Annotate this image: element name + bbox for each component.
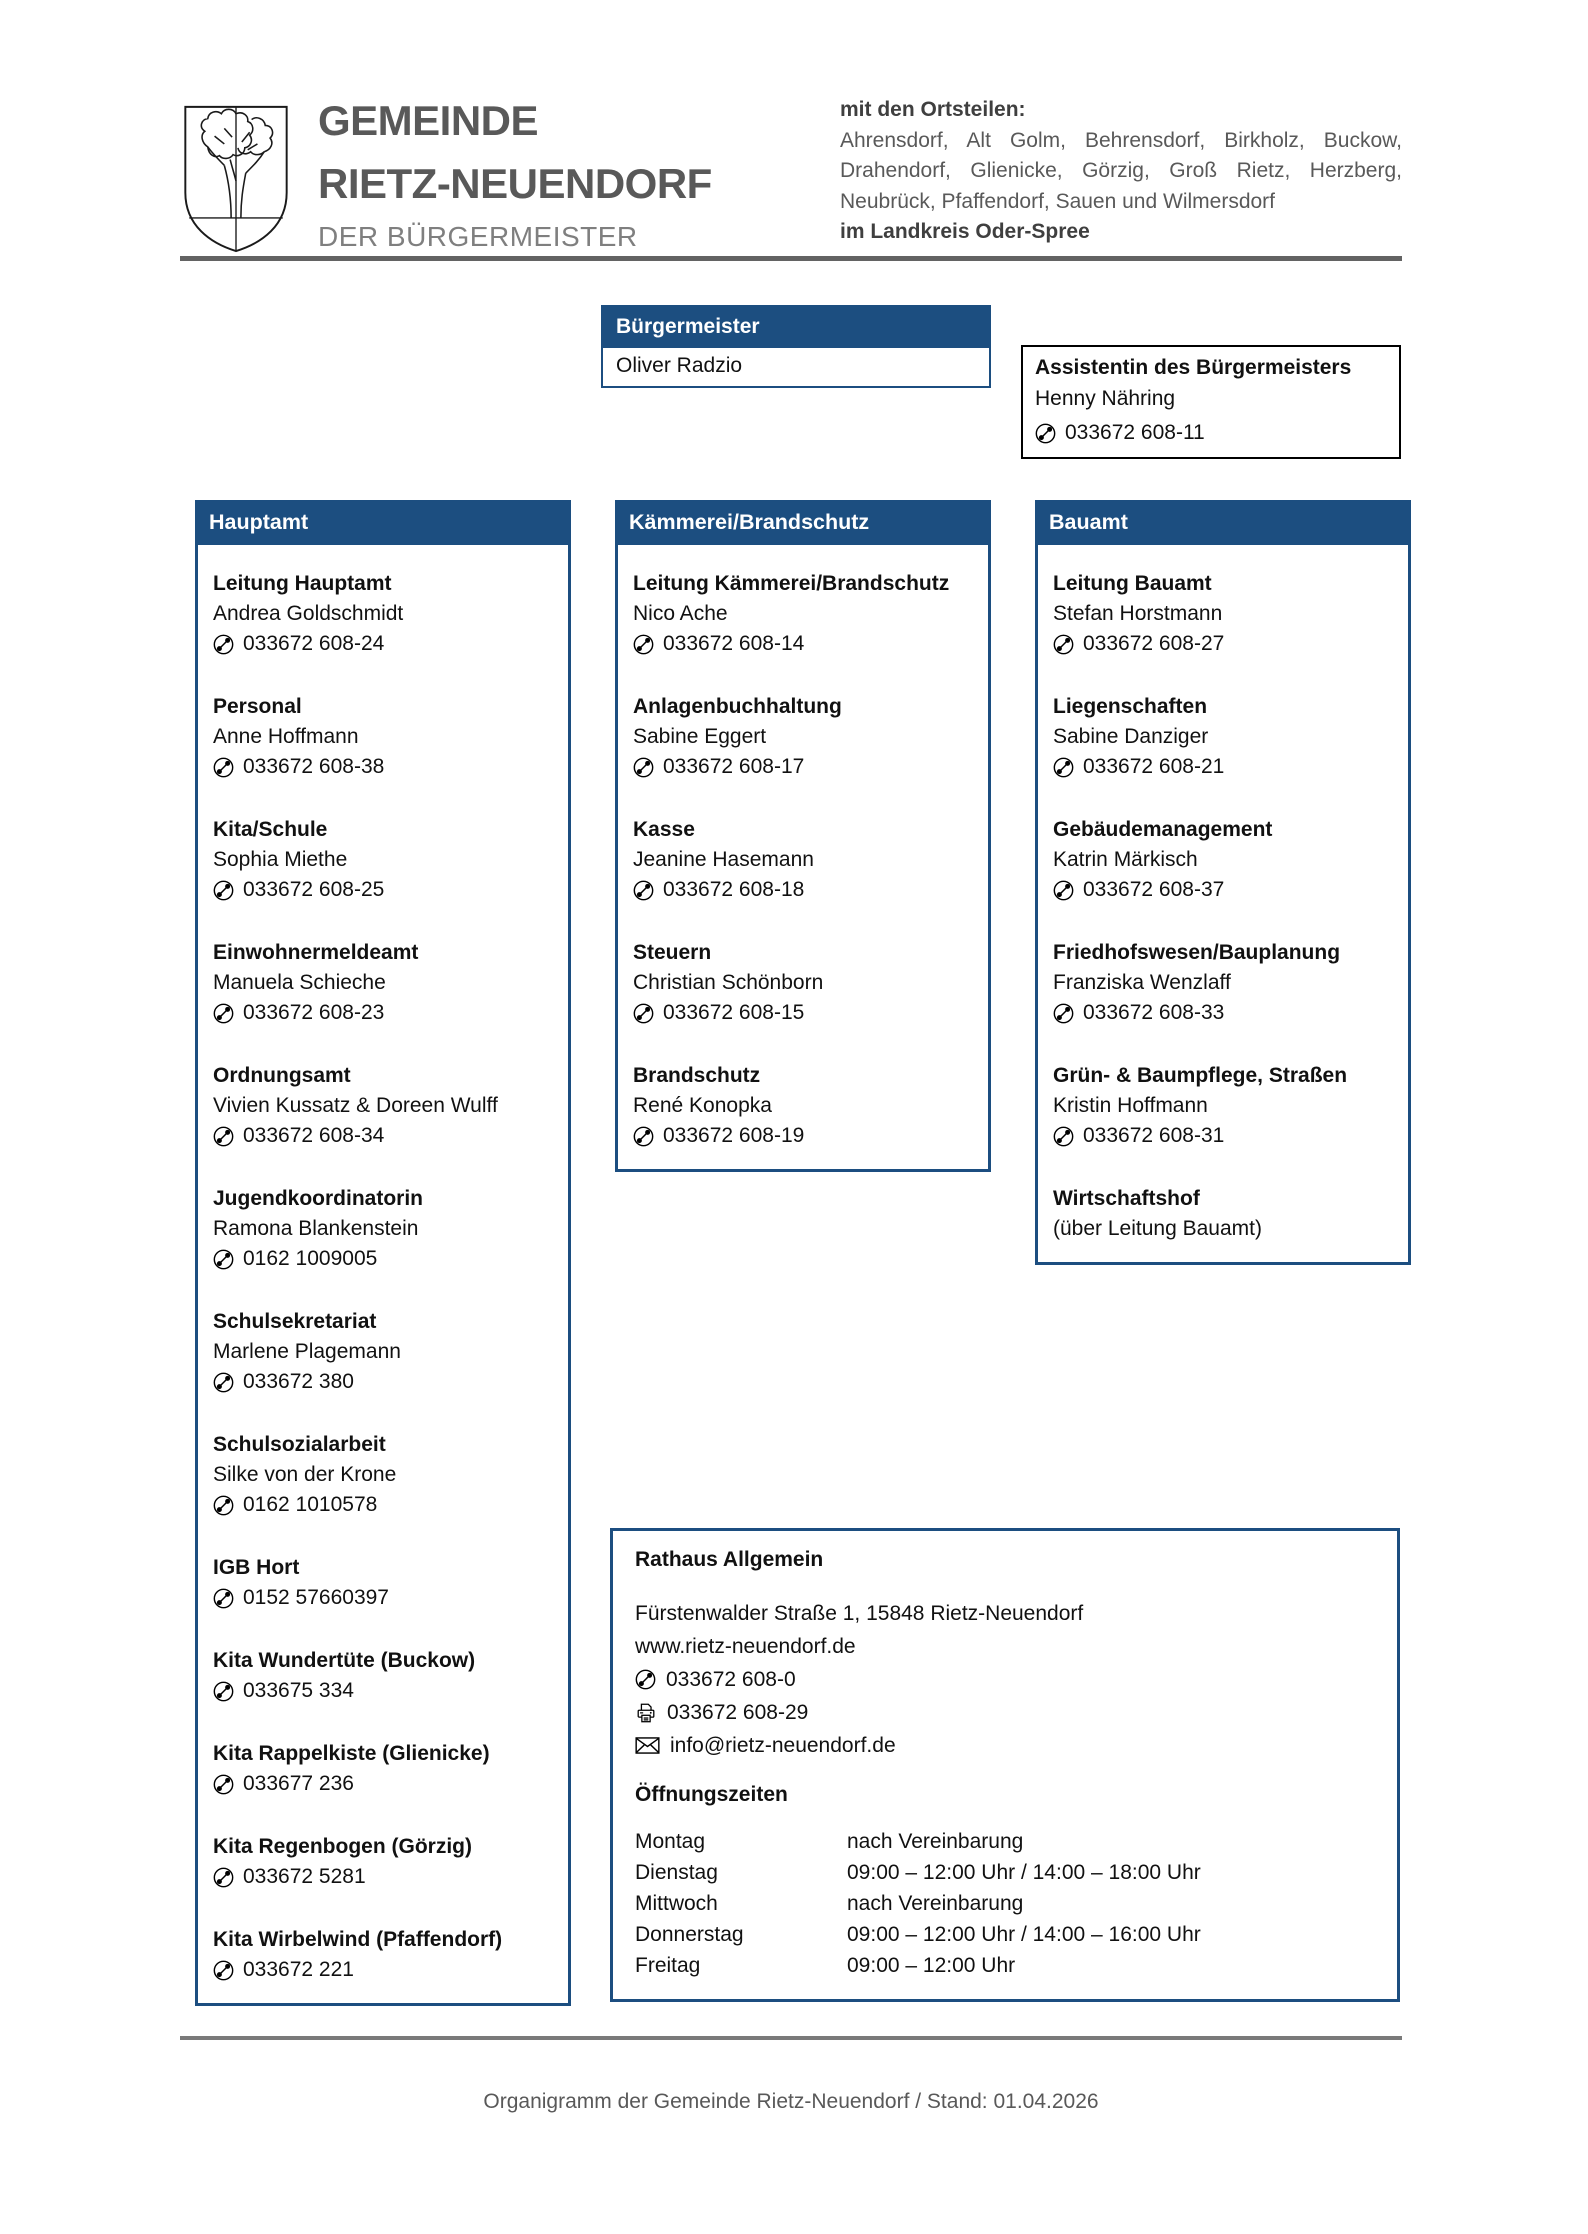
mail-icon (635, 1737, 660, 1754)
town-hall-address: Fürstenwalder Straße 1, 15848 Rietz-Neuendorf (635, 1602, 1084, 1625)
person-name: Sophia Miethe (213, 848, 348, 871)
department-title: Brandschutz (633, 1064, 761, 1087)
opening-hours-time: 09:00 – 12:00 Uhr (847, 1954, 1016, 1977)
person-name: Andrea Goldschmidt (213, 602, 404, 625)
opening-hours-row (635, 1888, 1375, 1919)
department-title: Steuern (633, 941, 712, 964)
opening-hours-row (635, 1950, 1375, 1981)
phone-number: 033672 608-38 (243, 755, 385, 778)
phone-number: 033672 608-15 (663, 1001, 805, 1024)
department-title: Wirtschaftshof (1053, 1187, 1200, 1210)
municipal-coat-of-arms-logo (178, 103, 294, 255)
department-title: Einwohnermeldeamt (213, 941, 419, 964)
column-body (615, 545, 991, 1172)
department-entry (213, 1832, 553, 1892)
column-title: Kämmerei/Brandschutz (629, 510, 870, 534)
department-entry (213, 692, 553, 782)
department-title: Liegenschaften (1053, 695, 1208, 718)
department-title: Leitung Kämmerei/Brandschutz (633, 572, 950, 595)
phone-number: 033672 380 (243, 1370, 354, 1393)
department-title: Leitung Bauamt (1053, 572, 1212, 595)
phone-icon (213, 1588, 234, 1609)
phone-icon (633, 1003, 654, 1024)
column-body (1035, 545, 1411, 1265)
mayor-box-title: Bürgermeister (616, 315, 760, 338)
column-header (615, 500, 991, 545)
person-name: Silke von der Krone (213, 1463, 397, 1486)
person-name: Christian Schönborn (633, 971, 824, 994)
phone-icon (213, 757, 234, 778)
coat-of-arms-oak-tree-icon (178, 103, 294, 255)
department-title: IGB Hort (213, 1556, 300, 1579)
department-entry (633, 1061, 973, 1151)
department-entry (213, 1925, 553, 1985)
phone-row (213, 1769, 553, 1799)
phone-number: 033672 5281 (243, 1865, 366, 1888)
department-entry (213, 1553, 553, 1613)
opening-hours-time: nach Vereinbarung (847, 1892, 1024, 1915)
department-title: Kita Wundertüte (Buckow) (213, 1649, 476, 1672)
opening-hours-day: Mittwoch (635, 1892, 718, 1915)
phone-number: 033672 221 (243, 1958, 354, 1981)
phone-icon (1053, 1003, 1074, 1024)
phone-number: 033672 608-17 (663, 755, 805, 778)
districts-label: mit den Ortsteilen: (840, 98, 1026, 121)
assistant-phone-row (1035, 418, 1387, 448)
opening-hours-day: Dienstag (635, 1861, 718, 1884)
person-name: Sabine Eggert (633, 725, 767, 748)
phone-row (213, 1583, 553, 1613)
phone-number: 0162 1010578 (243, 1493, 378, 1516)
town-hall-fax-number: 033672 608-29 (667, 1701, 809, 1724)
department-entry (213, 1430, 553, 1520)
department-title: Ordnungsamt (213, 1064, 351, 1087)
department-title: Schulsozialarbeit (213, 1433, 386, 1456)
opening-hours-row (635, 1857, 1375, 1888)
phone-number: 033672 608-34 (243, 1124, 385, 1147)
department-title: Kita Regenbogen (Görzig) (213, 1835, 472, 1858)
phone-icon (1053, 634, 1074, 655)
department-title: Leitung Hauptamt (213, 572, 392, 595)
mayor-box-header (603, 307, 989, 348)
person-name: Jeanine Hasemann (633, 848, 814, 871)
phone-icon (213, 1495, 234, 1516)
dept-column-kaemmerei-brandschutz (615, 500, 991, 1172)
phone-row (1053, 629, 1393, 659)
person-name: Marlene Plagemann (213, 1340, 401, 1363)
phone-number: 033672 608-24 (243, 632, 385, 655)
org-name-line2: RIETZ-NEUENDORF (318, 160, 712, 207)
town-hall-email-link[interactable]: info@rietz-neuendorf.de (670, 1734, 896, 1757)
department-title: Schulsekretariat (213, 1310, 377, 1333)
phone-icon (633, 1126, 654, 1147)
phone-row (1053, 1121, 1393, 1151)
opening-hours-day: Donnerstag (635, 1923, 744, 1946)
phone-icon (213, 1372, 234, 1393)
phone-icon (213, 1003, 234, 1024)
department-entry (1053, 1061, 1393, 1151)
phone-row (1053, 752, 1393, 782)
assistant-box (1021, 345, 1401, 459)
dept-column-bauamt (1035, 500, 1411, 1265)
department-title: Grün- & Baumpflege, Straßen (1053, 1064, 1348, 1087)
department-entry (633, 692, 973, 782)
person-name: Anne Hoffmann (213, 725, 359, 748)
town-hall-fax-row (635, 1696, 1375, 1729)
footer-text: Organigramm der Gemeinde Rietz-Neuendorf / Stand: 01.04.2026 (483, 2090, 1099, 2113)
phone-row (633, 752, 973, 782)
phone-number: 033677 236 (243, 1772, 354, 1795)
person-name: Sabine Danziger (1053, 725, 1209, 748)
phone-number: 033672 608-31 (1083, 1124, 1225, 1147)
person-name: Stefan Horstmann (1053, 602, 1223, 625)
column-body (195, 545, 571, 2006)
department-entry (633, 815, 973, 905)
phone-number: 033672 608-19 (663, 1124, 805, 1147)
department-entry (1053, 938, 1393, 1028)
department-title: Kasse (633, 818, 695, 841)
opening-hours-time: nach Vereinbarung (847, 1830, 1024, 1853)
department-title: Kita/Schule (213, 818, 328, 841)
phone-row (633, 629, 973, 659)
department-entry (1053, 1184, 1393, 1244)
phone-icon (213, 634, 234, 655)
department-note: (über Leitung Bauamt) (1053, 1217, 1262, 1240)
phone-number: 033672 608-27 (1083, 632, 1225, 655)
phone-icon (213, 1126, 234, 1147)
department-entry (213, 1739, 553, 1799)
phone-icon (1053, 757, 1074, 778)
department-entry (213, 1061, 553, 1151)
opening-hours-day: Freitag (635, 1954, 701, 1977)
town-hall-website-link[interactable]: www.rietz-neuendorf.de (635, 1635, 856, 1658)
districts-list: Ahrensdorf, Alt Golm, Behrensdorf, Birkholz, Buckow, Drahendorf, Glienicke, Görzig, Groß Rietz, Herzberg, Neubrück, Pfaffendorf, Sauen und Wilmersdorf (840, 128, 1402, 213)
assistant-name: Henny Nähring (1035, 387, 1176, 410)
opening-hours-row (635, 1826, 1375, 1857)
column-title: Hauptamt (209, 510, 309, 534)
town-hall-general-box (610, 1528, 1400, 2002)
phone-row (213, 1244, 553, 1274)
footer-divider-rule (180, 2036, 1402, 2040)
phone-icon (1053, 880, 1074, 901)
department-title: Anlagenbuchhaltung (633, 695, 842, 718)
phone-row (213, 1490, 553, 1520)
phone-row (213, 1367, 553, 1397)
column-header (1035, 500, 1411, 545)
phone-icon (213, 1774, 234, 1795)
department-entry (1053, 692, 1393, 782)
person-name: Kristin Hoffmann (1053, 1094, 1208, 1117)
opening-hours-row (635, 1919, 1375, 1950)
phone-number: 033672 608-37 (1083, 878, 1225, 901)
phone-number: 033672 608-33 (1083, 1001, 1225, 1024)
phone-number: 0152 57660397 (243, 1586, 389, 1609)
department-title: Jugendkoordinatorin (213, 1187, 423, 1210)
org-title-block (318, 97, 712, 252)
department-entry (633, 938, 973, 1028)
phone-icon (633, 634, 654, 655)
department-entry (213, 1184, 553, 1274)
column-header (195, 500, 571, 545)
town-hall-phone-number: 033672 608-0 (666, 1668, 796, 1691)
opening-hours-table (635, 1826, 1375, 1981)
phone-icon (213, 1681, 234, 1702)
phone-row (213, 1121, 553, 1151)
phone-number: 033672 608-21 (1083, 755, 1225, 778)
phone-row (633, 998, 973, 1028)
department-entry (213, 938, 553, 1028)
department-title: Kita Rappelkiste (Glienicke) (213, 1742, 490, 1765)
phone-row (633, 1121, 973, 1151)
phone-icon (213, 1867, 234, 1888)
phone-row (633, 875, 973, 905)
department-title: Personal (213, 695, 302, 718)
phone-number: 033672 608-25 (243, 878, 385, 901)
person-name: Franziska Wenzlaff (1053, 971, 1231, 994)
phone-number: 033672 608-23 (243, 1001, 385, 1024)
dept-column-hauptamt (195, 500, 571, 2006)
person-name: Manuela Schieche (213, 971, 386, 994)
phone-icon (635, 1669, 656, 1690)
mayor-box (601, 305, 991, 388)
phone-row (213, 629, 553, 659)
header-divider-rule (180, 256, 1402, 261)
phone-row (213, 752, 553, 782)
department-title: Friedhofswesen/Bauplanung (1053, 941, 1341, 964)
department-entry (213, 569, 553, 659)
department-entry (213, 1646, 553, 1706)
assistant-phone-number: 033672 608-11 (1065, 421, 1205, 444)
district-note: im Landkreis Oder-Spree (840, 220, 1090, 243)
phone-icon (213, 880, 234, 901)
phone-icon (633, 880, 654, 901)
department-title: Gebäudemanagement (1053, 818, 1273, 841)
phone-row (213, 1955, 553, 1985)
person-name: Vivien Kussatz & Doreen Wulff (213, 1094, 498, 1117)
column-title: Bauamt (1049, 510, 1128, 534)
department-entry (1053, 815, 1393, 905)
org-name-line1: GEMEINDE (318, 97, 539, 144)
phone-icon (633, 757, 654, 778)
person-name: Katrin Märkisch (1053, 848, 1198, 871)
phone-row (213, 1862, 553, 1892)
phone-icon (1035, 423, 1056, 444)
phone-row (213, 875, 553, 905)
department-entry (1053, 569, 1393, 659)
fax-icon (635, 1702, 657, 1724)
phone-icon (213, 1960, 234, 1981)
phone-row (1053, 875, 1393, 905)
town-hall-contact-block (635, 1597, 1375, 1762)
phone-number: 033672 608-18 (663, 878, 805, 901)
phone-icon (1053, 1126, 1074, 1147)
opening-hours-time: 09:00 – 12:00 Uhr / 14:00 – 18:00 Uhr (847, 1861, 1201, 1884)
department-entry (213, 815, 553, 905)
phone-number: 0162 1009005 (243, 1247, 378, 1270)
opening-hours-day: Montag (635, 1830, 706, 1853)
department-title: Kita Wirbelwind (Pfaffendorf) (213, 1928, 503, 1951)
phone-row (213, 998, 553, 1028)
department-entry (633, 569, 973, 659)
town-hall-phone-row (635, 1663, 1375, 1696)
phone-row (1053, 998, 1393, 1028)
town-hall-box-title: Rathaus Allgemein (635, 1548, 824, 1571)
person-name: Ramona Blankenstein (213, 1217, 419, 1240)
mayor-name: Oliver Radzio (616, 354, 743, 377)
org-subtitle: DER BÜRGERMEISTER (318, 221, 638, 252)
assistant-title: Assistentin des Bürgermeisters (1035, 356, 1352, 379)
town-hall-email-row (635, 1729, 1375, 1762)
person-name: René Konopka (633, 1094, 772, 1117)
person-name: Nico Ache (633, 602, 728, 625)
department-entry (213, 1307, 553, 1397)
opening-hours-time: 09:00 – 12:00 Uhr / 14:00 – 16:00 Uhr (847, 1923, 1201, 1946)
phone-row (213, 1676, 553, 1706)
phone-number: 033675 334 (243, 1679, 354, 1702)
phone-icon (213, 1249, 234, 1270)
districts-block (840, 95, 1402, 248)
phone-number: 033672 608-14 (663, 632, 805, 655)
opening-hours-title: Öffnungszeiten (635, 1783, 788, 1806)
